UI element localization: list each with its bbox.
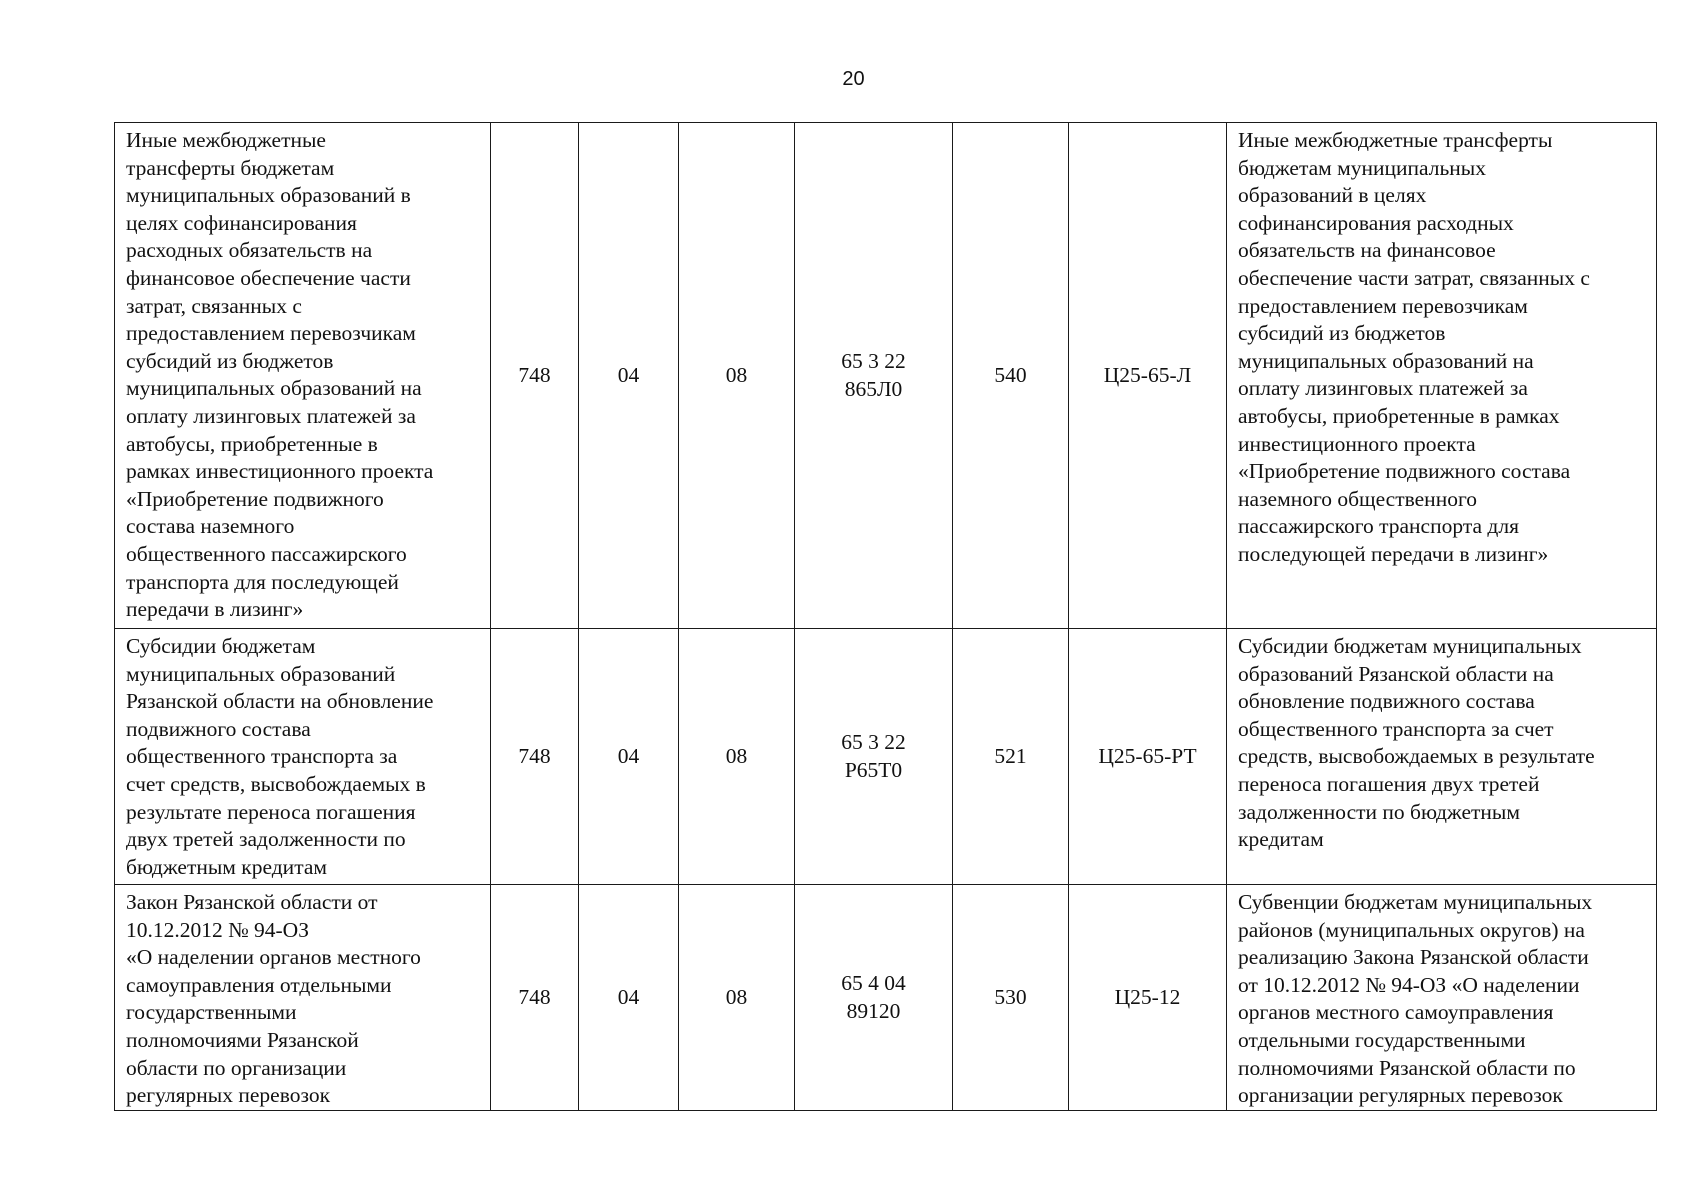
target-article-text: 65 4 04 89120 [841,970,906,1023]
expense-type-cell: 521 [953,629,1069,885]
note-cell [1227,629,1657,885]
target-article-cell [795,885,953,1111]
subsection-code-cell: 08 [679,123,795,629]
target-article-text: 65 3 22 865Л0 [841,348,906,401]
section-code-cell: 04 [579,885,679,1111]
subsection-code-cell: 08 [679,629,795,885]
note-cell [1227,885,1657,1111]
note-text: Субвенции бюджетам муниципальных районов (муниципальных округов) на реализацию Закона Рязанской области от 10.12.2012 № 94-ОЗ «О наделении органов местного самоуправления отдельными государственными полномочиями Рязанской области по организации регулярных перевозок [1238,890,1593,1108]
description-cell [115,885,491,1111]
expense-type-cell: 530 [953,885,1069,1111]
table-row [115,885,1657,1111]
description-text: Иные межбюджетные трансферты бюджетам муниципальных образований в целях софинансирования расходных обязательств на финансовое обеспечение части затрат, связанных с предоставлением перевозчикам субсидий из бюджетов муниципальных образований на оплату лизинговых платежей за автобусы, приобретенные в рамках инвестиционного проекта «Приобретение подвижного состава наземного общественного пассажирского транспорта для последующей передачи в лизинг» [126,128,434,622]
description-cell [115,123,491,629]
subsection-code-cell: 08 [679,885,795,1111]
page-number: 20 [842,68,865,90]
ministry-code-cell: 748 [491,885,579,1111]
description-text: Субсидии бюджетам муниципальных образований Рязанской области на обновление подвижного состава общественного транспорта за счет средств, высвобождаемых в результате переноса погашения двух третей задолженности по бюджетным кредитам [126,634,434,879]
purpose-code-cell: Ц25-65-РТ [1069,629,1227,885]
purpose-code-cell: Ц25-65-Л [1069,123,1227,629]
target-article-cell [795,123,953,629]
budget-classification-table [114,122,1657,1111]
description-cell [115,629,491,885]
table-row [115,123,1657,629]
target-article-text: 65 3 22 Р65Т0 [841,729,906,782]
table-row [115,629,1657,885]
section-code-cell: 04 [579,629,679,885]
note-text: Субсидии бюджетам муниципальных образований Рязанской области на обновление подвижного состава общественного транспорта за счет средств, высвобождаемых в результате переноса погашения двух третей задолженности по бюджетным кредитам [1238,634,1595,852]
note-text: Иные межбюджетные трансферты бюджетам муниципальных образований в целях софинансирования расходных обязательств на финансовое обеспечение части затрат, связанных с предоставлением перевозчикам субсидий из бюджетов муниципальных образований на оплату лизинговых платежей за автобусы, приобретенные в рамках инвестиционного проекта «Приобретение подвижного состава наземного общественного пассажирского транспорта для последующей передачи в лизинг» [1238,128,1590,566]
section-code-cell: 04 [579,123,679,629]
description-text: Закон Рязанской области от 10.12.2012 № 94-ОЗ «О наделении органов местного самоуправления отдельными государственными полномочиями Рязанской области по организации регулярных перевозок [126,890,421,1108]
note-cell [1227,123,1657,629]
ministry-code-cell: 748 [491,123,579,629]
ministry-code-cell: 748 [491,629,579,885]
target-article-cell [795,629,953,885]
expense-type-cell: 540 [953,123,1069,629]
purpose-code-cell: Ц25-12 [1069,885,1227,1111]
